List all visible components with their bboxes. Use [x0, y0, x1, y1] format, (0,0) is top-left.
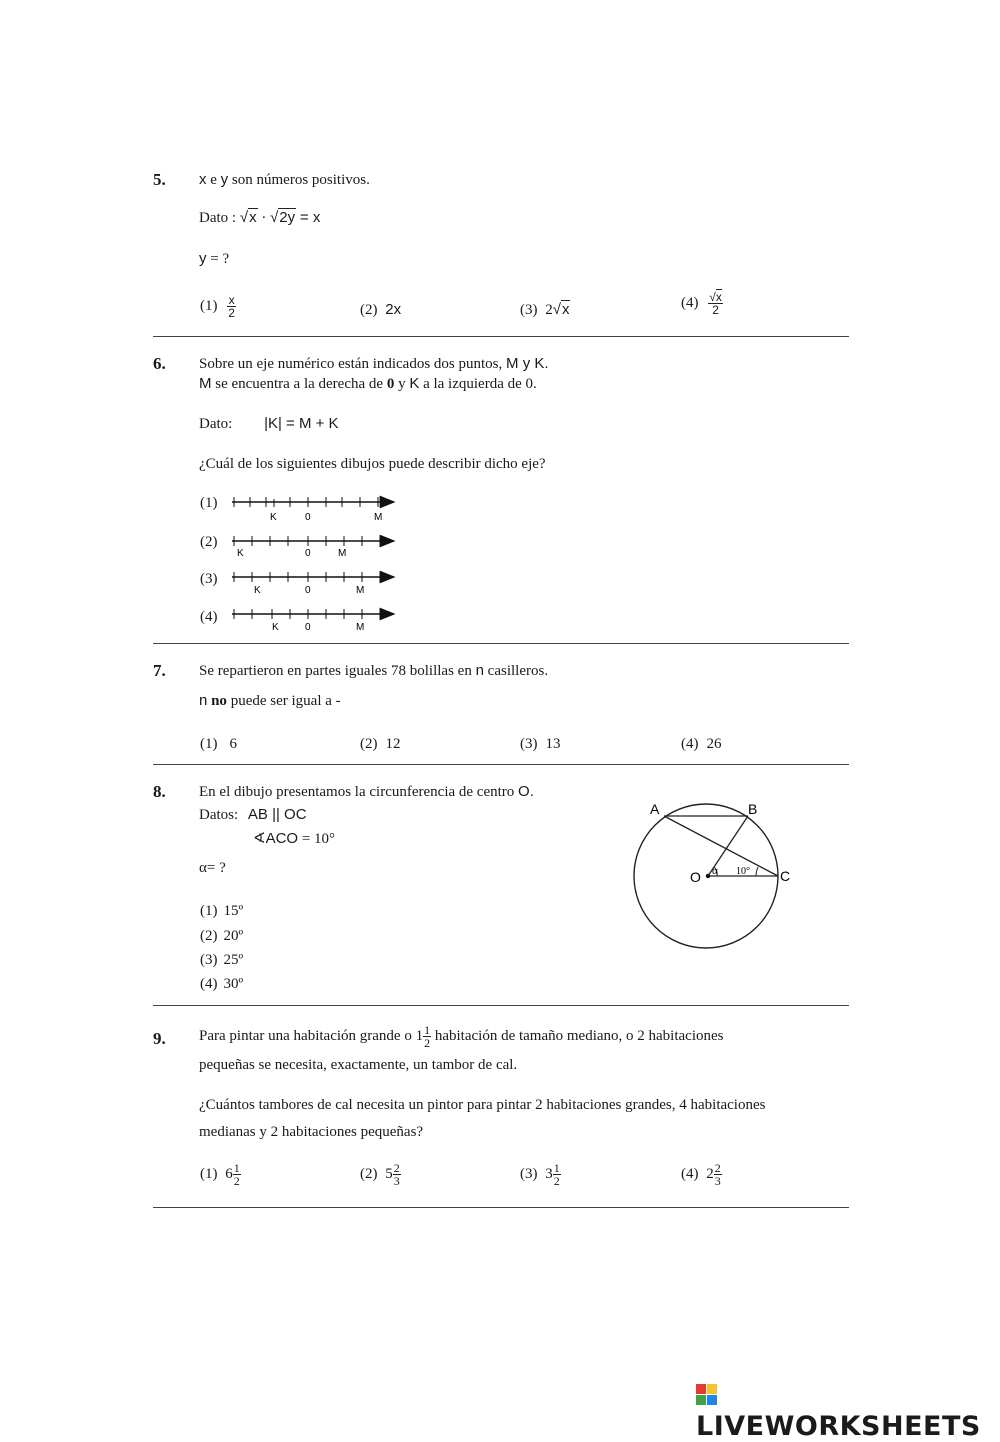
q6-number: 6. — [153, 354, 166, 373]
q6-option-4-label[interactable]: (4) — [200, 609, 218, 625]
q8-datos-1: Datos: AB || OC — [199, 806, 307, 823]
q7-option-1[interactable]: (1) 6 — [200, 736, 237, 752]
angle-10-label: 10° — [736, 866, 750, 877]
q9-number: 9. — [153, 1029, 166, 1048]
q8-option-3[interactable]: (3) 25º — [200, 952, 244, 968]
q6-line-2: M se encuentra a la derecha de 0 y K a la izquierda de 0. — [199, 375, 537, 392]
point-o-label: O — [690, 869, 701, 885]
q9-line-3: ¿Cuántos tambores de cal necesita un pintor para pintar 2 habitaciones grandes, 4 habitaciones — [199, 1097, 766, 1113]
divider — [153, 643, 849, 644]
alpha-label: α — [712, 865, 718, 877]
sqrt-x: √x — [239, 209, 257, 226]
q6-line-1: Sobre un eje numérico están indicados dos puntos, M y K. — [199, 355, 549, 372]
brand-text: LIVEWORKSHEETS — [696, 1411, 981, 1442]
q6-option-3-label[interactable]: (3) — [200, 571, 218, 587]
q7-line-2: n no puede ser igual a - — [199, 692, 341, 709]
q7-line-1: Se repartieron en partes iguales 78 bolillas en n casilleros. — [199, 662, 549, 679]
point-a-label: A — [650, 801, 660, 817]
q8-question: α= ? — [199, 860, 226, 876]
zero-label: 0 — [305, 548, 311, 559]
q6-number-lines — [226, 490, 406, 640]
liveworksheets-logo[interactable] — [696, 1380, 1000, 1442]
q9-option-4[interactable]: (4) 2 $\frac{2}{3}$ — [681, 1161, 721, 1188]
q5-question: y = ? — [199, 250, 230, 267]
q5-option-1[interactable]: (1) $\frac{x}{2}$ — [200, 293, 235, 320]
q5-statement: x e y son números positivos. — [199, 171, 370, 188]
q7-option-3[interactable]: (3) 13 — [520, 736, 561, 752]
zero-label: 0 — [305, 622, 311, 633]
q7-option-4[interactable]: (4) 26 — [681, 736, 722, 752]
point-c-label: C — [780, 868, 791, 884]
q8-line-1: En el dibujo presentamos la circunferencia de centro O. — [199, 783, 534, 800]
q5-option-4[interactable]: (4) $\frac{√x}{2}$ — [681, 290, 722, 317]
q7-number: 7. — [153, 661, 166, 680]
zero-label: 0 — [305, 585, 311, 596]
liveworksheets-icon — [696, 1384, 718, 1406]
q9-line-1: Para pintar una habitación grande o 1 $\frac{1}{2}$ habitación de tamaño mediano, o 2 habitaciones — [199, 1023, 724, 1050]
q8-option-2[interactable]: (2) 20º — [200, 928, 244, 944]
number-line-2[interactable] — [232, 536, 394, 559]
zero-label: 0 — [305, 512, 311, 523]
k-label: K — [254, 585, 261, 596]
number-line-4[interactable] — [232, 609, 394, 633]
divider — [153, 336, 849, 337]
divider — [153, 1005, 849, 1006]
q9-option-2[interactable]: (2) 5 $\frac{2}{3}$ — [360, 1161, 400, 1188]
divider — [153, 764, 849, 765]
q6-option-2-label[interactable]: (2) — [200, 534, 218, 550]
q7-option-2[interactable]: (2) 12 — [360, 736, 401, 752]
q8-datos-2: ∢ACO = 10° — [253, 830, 336, 847]
q9-line-4: medianas y 2 habitaciones pequeñas? — [199, 1124, 424, 1140]
point-b-label: B — [748, 801, 758, 817]
k-label: K — [237, 548, 244, 559]
q5-option-2[interactable]: (2) 2x — [360, 301, 402, 318]
q8-option-1[interactable]: (1) 15º — [200, 903, 244, 919]
q6-question: ¿Cuál de los siguientes dibujos puede describir dicho eje? — [199, 456, 546, 472]
q5-option-3[interactable]: (3) 2√x — [520, 301, 570, 318]
number-line-3[interactable] — [232, 572, 394, 596]
q9-line-2: pequeñas se necesita, exactamente, un tambor de cal. — [199, 1057, 518, 1073]
m-label: M — [338, 548, 347, 559]
q9-option-1[interactable]: (1) 6 $\frac{1}{2}$ — [200, 1161, 240, 1188]
number-line-1[interactable] — [232, 497, 394, 523]
k-label: K — [272, 622, 279, 633]
q5-dato: Dato : √x · √2y = x — [199, 209, 321, 226]
q6-option-1-label[interactable]: (1) — [200, 495, 218, 511]
m-label: M — [374, 512, 383, 523]
k-label: K — [270, 512, 277, 523]
q8-option-4[interactable]: (4) 30º — [200, 976, 244, 992]
m-label: M — [356, 622, 365, 633]
divider — [153, 1207, 849, 1208]
sqrt-2y: √2y — [270, 209, 296, 226]
q8-number: 8. — [153, 782, 166, 801]
m-label: M — [356, 585, 365, 596]
q6-dato: Dato: |K| = M + K — [199, 415, 339, 432]
q5-number: 5. — [153, 170, 166, 189]
q8-circle-figure — [620, 790, 810, 955]
q9-option-3[interactable]: (3) 3 $\frac{1}{2}$ — [520, 1161, 560, 1188]
